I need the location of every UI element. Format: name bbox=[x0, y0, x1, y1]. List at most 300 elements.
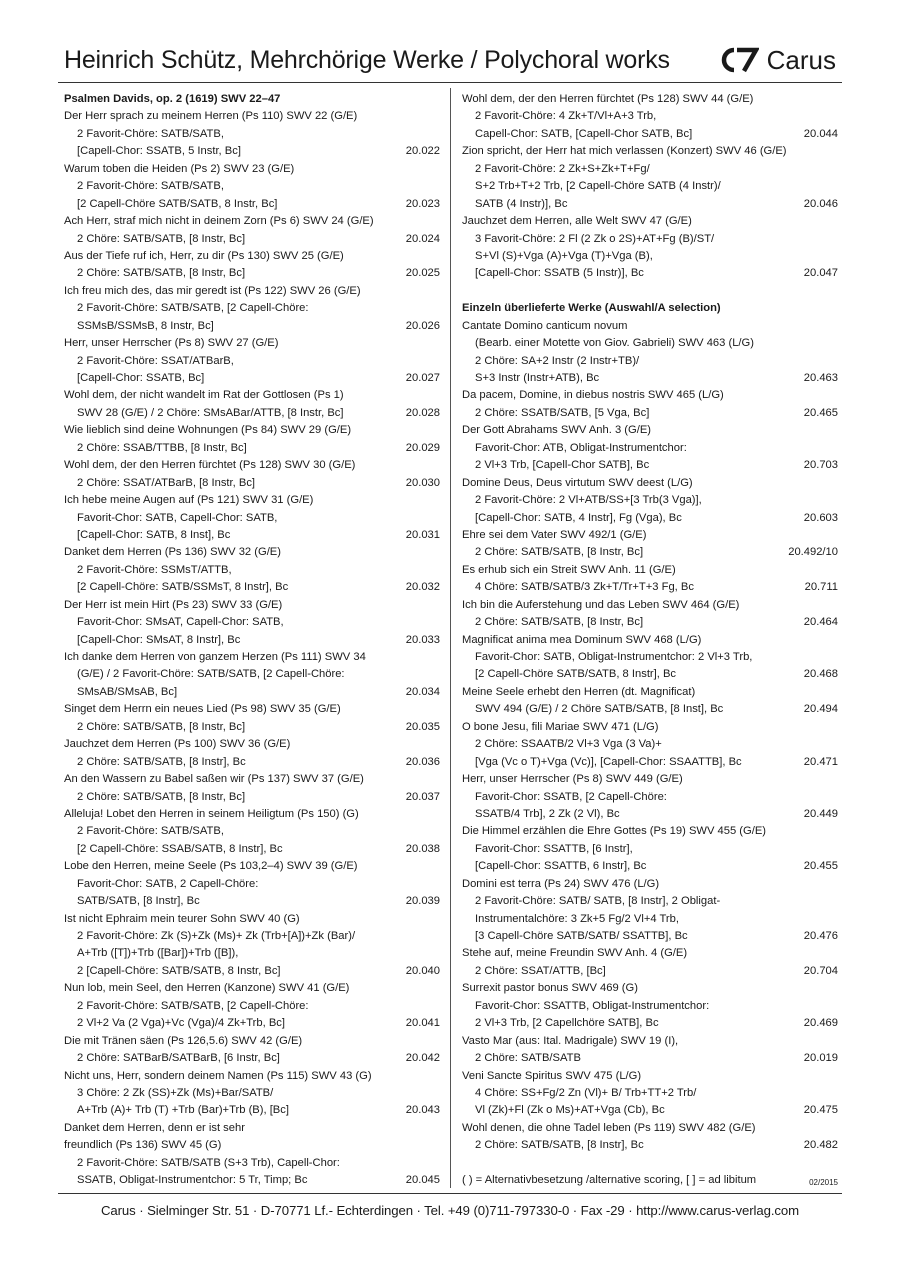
work-scoring bbox=[462, 231, 838, 248]
work-scoring bbox=[462, 736, 838, 753]
carus-logo[interactable] bbox=[713, 44, 836, 76]
entry-text: Herr, unser Herrscher (Ps 8) SWV 27 (G/E) bbox=[64, 337, 279, 350]
entry-text: Herr, unser Herrscher (Ps 8) SWV 449 (G/E) bbox=[462, 773, 683, 786]
work-title bbox=[462, 684, 838, 701]
work-scoring bbox=[64, 632, 440, 649]
entry-text: Wohl dem, der den Herren fürchtet (Ps 128) SWV 44 (G/E) bbox=[462, 93, 754, 105]
catalog-number: 20.494 bbox=[803, 703, 838, 716]
work-scoring bbox=[64, 1085, 440, 1102]
work-title bbox=[64, 161, 440, 178]
work-scoring bbox=[462, 841, 838, 858]
work-scoring bbox=[462, 1137, 838, 1154]
entry-text: A+Trb (A)+ Trb (T) +Trb (Bar)+Trb (B), [Bc] bbox=[77, 1104, 289, 1117]
entry-text: 4 Chöre: SS+Fg/2 Zn (Vl)+ B/ Trb+TT+2 Trb/ bbox=[475, 1086, 697, 1099]
work-scoring bbox=[64, 963, 440, 980]
work-scoring bbox=[462, 178, 838, 195]
entry-text: Favorit-Chor: SATB, Capell-Chor: SATB, bbox=[77, 511, 278, 524]
work-title bbox=[64, 492, 440, 509]
entry-text: Danket dem Herren, denn er ist sehr bbox=[64, 1121, 245, 1134]
work-scoring bbox=[462, 108, 838, 125]
entry-text: Der Gott Abrahams SWV Anh. 3 (G/E) bbox=[462, 424, 652, 437]
catalog-number: 20.031 bbox=[405, 528, 440, 541]
entry-text: Favorit-Chor: SMsAT, Capell-Chor: SATB, bbox=[77, 616, 284, 629]
entry-text: 2 Chöre: SATB/SATB, [8 Instr, Bc] bbox=[77, 232, 246, 245]
work-title bbox=[64, 283, 440, 300]
column-divider bbox=[450, 88, 451, 1188]
entry-text: 2 Chöre: SATB/SATB, [8 Instr], Bc bbox=[475, 1139, 644, 1152]
entry-text: Singet dem Herrn ein neues Lied (Ps 98) SWV 35 (G/E) bbox=[64, 703, 341, 716]
catalog-number: 20.469 bbox=[803, 1017, 838, 1030]
entry-text: Favorit-Chor: SSATB, [2 Capell-Chöre: bbox=[475, 790, 667, 803]
work-title bbox=[64, 649, 440, 666]
entry-text: Alleluja! Lobet den Herren in seinem Heiligtum (Ps 150) (G) bbox=[64, 807, 359, 820]
work-entry bbox=[462, 823, 838, 875]
entry-text: SSATB, Obligat-Instrumentchor: 5 Tr, Timp; Bc bbox=[77, 1174, 308, 1187]
work-entry bbox=[462, 980, 838, 1032]
work-title bbox=[462, 1068, 838, 1085]
entry-text: 2 Vl+2 Va (2 Vga)+Vc (Vga)/4 Zk+Trb, Bc] bbox=[77, 1017, 285, 1030]
entry-text: 2 Chöre: SATB/SATB, [8 Instr, Bc] bbox=[475, 616, 644, 629]
entry-text: 2 Vl+3 Trb, [2 Capellchöre SATB], Bc bbox=[475, 1017, 659, 1030]
entry-text: Favorit-Chor: SSATTB, [6 Instr], bbox=[475, 842, 633, 855]
work-scoring bbox=[64, 300, 440, 317]
catalog-number: 20.704 bbox=[803, 964, 838, 977]
work-entry bbox=[64, 544, 440, 596]
work-entry bbox=[64, 1120, 440, 1190]
work-title bbox=[64, 597, 440, 614]
entry-text: Der Herr ist mein Hirt (Ps 23) SWV 33 (G/E) bbox=[64, 598, 283, 611]
work-entry bbox=[64, 1068, 440, 1120]
work-title bbox=[462, 632, 838, 649]
entry-text: Domine Deus, Deus virtutum SWV deest (L/G) bbox=[462, 476, 693, 489]
catalog-number: 20.464 bbox=[803, 616, 838, 629]
entry-text: Danket dem Herren (Ps 136) SWV 32 (G/E) bbox=[64, 546, 281, 559]
section-spacer bbox=[462, 283, 838, 300]
work-title bbox=[64, 736, 440, 753]
work-entry bbox=[64, 649, 440, 701]
work-scoring bbox=[462, 911, 838, 928]
entry-text: (G/E) / 2 Favorit-Chöre: SATB/SATB, [2 Capell-Chöre: bbox=[77, 668, 345, 681]
work-scoring bbox=[64, 370, 440, 387]
work-scoring bbox=[64, 265, 440, 282]
work-entry bbox=[64, 1033, 440, 1068]
work-entry bbox=[462, 771, 838, 823]
catalog-number: 20.455 bbox=[803, 860, 838, 873]
entry-text: Capell-Chor: SATB, [Capell-Chor SATB, Bc] bbox=[475, 127, 693, 140]
work-title bbox=[462, 1120, 838, 1137]
entry-text: Der Herr sprach zu meinem Herren (Ps 110) SWV 22 (G/E) bbox=[64, 110, 358, 123]
entry-text: 2 Favorit-Chöre: SATB/SATB, bbox=[77, 127, 224, 140]
catalog-number: 20.465 bbox=[803, 406, 838, 419]
catalog-number: 20.476 bbox=[803, 930, 838, 942]
work-title bbox=[64, 248, 440, 265]
work-entry bbox=[462, 387, 838, 422]
entry-text: 2 Favorit-Chöre: SATB/SATB (S+3 Trb), Capell-Chor: bbox=[77, 1156, 340, 1169]
entry-text: SSATB/4 Trb], 2 Zk (2 Vl), Bc bbox=[475, 807, 620, 820]
work-title bbox=[64, 911, 440, 928]
work-scoring bbox=[462, 754, 838, 771]
work-scoring bbox=[462, 492, 838, 509]
work-entry bbox=[64, 911, 440, 981]
work-scoring bbox=[64, 928, 440, 945]
work-entry bbox=[64, 108, 440, 160]
work-scoring bbox=[64, 579, 440, 596]
work-entry bbox=[64, 980, 440, 1032]
work-entry bbox=[64, 335, 440, 387]
entry-text: Ehre sei dem Vater SWV 492/1 (G/E) bbox=[462, 528, 647, 541]
work-title bbox=[462, 823, 838, 840]
entry-text: freundlich (Ps 136) SWV 45 (G) bbox=[64, 1139, 222, 1152]
entry-text: Ich bin die Auferstehung und das Leben SWV 464 (G/E) bbox=[462, 598, 740, 611]
entry-text: [Capell-Chor: SSATB, 5 Instr, Bc] bbox=[77, 145, 241, 158]
work-scoring bbox=[64, 440, 440, 457]
work-scoring bbox=[64, 841, 440, 858]
entry-text: Da pacem, Domine, in diebus nostris SWV 465 (L/G) bbox=[462, 389, 724, 402]
entry-text: 2 Chöre: SATB/SATB, [8 Instr, Bc] bbox=[77, 720, 246, 733]
work-title bbox=[462, 318, 838, 335]
work-scoring bbox=[462, 161, 838, 178]
work-scoring bbox=[64, 893, 440, 910]
entry-text: Favorit-Chor: SATB, Obligat-Instrumentchor: 2 Vl+3 Trb, bbox=[475, 651, 753, 663]
work-scoring bbox=[462, 440, 838, 457]
catalog-number: 20.033 bbox=[405, 633, 440, 646]
catalog-number: 20.039 bbox=[405, 895, 440, 908]
work-title bbox=[64, 422, 440, 439]
entry-text: Favorit-Chor: SSATTB, Obligat-Instrumentchor: bbox=[475, 999, 710, 1012]
work-title bbox=[64, 108, 440, 125]
work-entry bbox=[64, 771, 440, 806]
work-scoring bbox=[462, 1085, 838, 1102]
entry-text: Meine Seele erhebt den Herren (dt. Magnificat) bbox=[462, 685, 696, 698]
entry-text: Die mit Tränen säen (Ps 126,5.6) SWV 42 (G/E) bbox=[64, 1034, 303, 1047]
work-title bbox=[462, 1033, 838, 1050]
work-entry bbox=[64, 858, 440, 910]
work-title bbox=[64, 806, 440, 823]
work-scoring bbox=[64, 1102, 440, 1119]
entry-text: Wohl denen, die ohne Tadel leben (Ps 119) SWV 482 (G/E) bbox=[462, 1121, 756, 1134]
work-entry bbox=[64, 283, 440, 335]
work-title bbox=[64, 213, 440, 230]
work-entry bbox=[64, 701, 440, 736]
entry-text: Wohl dem, der nicht wandelt im Rat der Gottlosen (Ps 1) bbox=[64, 389, 344, 402]
work-entry bbox=[462, 527, 838, 562]
logo-text: Carus bbox=[766, 44, 836, 75]
work-scoring bbox=[64, 998, 440, 1015]
entry-text: 2 Favorit-Chöre: SATB/SATB, [2 Capell-Chöre: bbox=[77, 999, 309, 1012]
work-scoring bbox=[462, 126, 838, 143]
entry-text: Nun lob, mein Seel, den Herren (Kanzone) SWV 41 (G/E) bbox=[64, 982, 350, 995]
entry-text: Stehe auf, meine Freundin SWV Anh. 4 (G/E) bbox=[462, 947, 688, 960]
entry-text: 2 Chöre: SSAT/ATBarB, [8 Instr, Bc] bbox=[77, 476, 256, 489]
entry-text: An den Wassern zu Babel saßen wir (Ps 137) SWV 37 (G/E) bbox=[64, 773, 364, 786]
work-scoring bbox=[64, 353, 440, 370]
work-title bbox=[462, 980, 838, 997]
entry-text: 2 Chöre: SATB/SATB, [8 Instr, Bc] bbox=[77, 267, 246, 280]
entry-text: 2 Favorit-Chöre: Zk (S)+Zk (Ms)+ Zk (Trb+[A])+Zk (Bar)/ bbox=[77, 930, 356, 942]
work-scoring bbox=[64, 562, 440, 579]
entry-text: Es erhub sich ein Streit SWV Anh. 11 (G/E) bbox=[462, 563, 676, 576]
page-title: Heinrich Schütz, Mehrchörige Werke / Polychoral works bbox=[64, 46, 670, 74]
work-entry bbox=[462, 719, 838, 771]
work-title bbox=[64, 1120, 440, 1137]
catalog-number: 20.475 bbox=[803, 1104, 838, 1117]
entry-text: S+Vl (S)+Vga (A)+Vga (T)+Vga (B), bbox=[475, 249, 653, 262]
entry-text: [2 Capell-Chöre: SSAB/SATB, 8 Instr], Bc bbox=[77, 842, 283, 855]
entry-text: Lobe den Herren, meine Seele (Ps 103,2–4) SWV 39 (G/E) bbox=[64, 860, 358, 873]
work-title bbox=[64, 771, 440, 788]
work-title bbox=[462, 422, 838, 439]
work-scoring bbox=[462, 510, 838, 527]
work-scoring bbox=[64, 666, 440, 683]
catalog-number: 20.042 bbox=[405, 1052, 440, 1065]
work-scoring bbox=[462, 893, 838, 910]
entry-text: SSMsB/SSMsB, 8 Instr, Bc] bbox=[77, 319, 214, 332]
entry-text: [Capell-Chor: SMsAT, 8 Instr], Bc bbox=[77, 633, 241, 646]
work-entry bbox=[462, 945, 838, 980]
work-scoring bbox=[64, 1172, 440, 1189]
work-title bbox=[64, 1033, 440, 1050]
work-entry bbox=[64, 161, 440, 213]
work-title bbox=[462, 387, 838, 404]
catalog-number: 20.029 bbox=[405, 441, 440, 454]
catalog-number: 20.030 bbox=[405, 476, 440, 489]
catalog-number: 20.046 bbox=[803, 197, 838, 210]
work-entry bbox=[462, 91, 838, 143]
entry-text: Domini est terra (Ps 24) SWV 476 (L/G) bbox=[462, 877, 660, 890]
catalog-number: 20.468 bbox=[803, 668, 838, 681]
work-scoring bbox=[462, 649, 838, 666]
catalog-number: 20.040 bbox=[405, 964, 440, 977]
work-entry bbox=[64, 597, 440, 649]
work-scoring bbox=[64, 789, 440, 806]
work-scoring bbox=[462, 666, 838, 683]
work-entry bbox=[64, 457, 440, 492]
work-scoring bbox=[64, 1155, 440, 1172]
work-entry bbox=[462, 318, 838, 388]
entry-text: [Capell-Chor: SSATTB, 6 Instr], Bc bbox=[475, 860, 647, 873]
entry-text: Die Himmel erzählen die Ehre Gottes (Ps 19) SWV 455 (G/E) bbox=[462, 825, 767, 838]
work-entry bbox=[462, 1068, 838, 1120]
catalog-number: 20.035 bbox=[405, 720, 440, 733]
work-scoring bbox=[64, 945, 440, 962]
work-entry bbox=[64, 422, 440, 457]
entry-text: 2 Chöre: SSATB/SATB, [5 Vga, Bc] bbox=[475, 406, 650, 419]
work-scoring bbox=[64, 405, 440, 422]
catalog-number: 20.044 bbox=[803, 127, 838, 140]
work-scoring bbox=[64, 178, 440, 195]
entry-text: 2 Chöre: SSAT/ATTB, [Bc] bbox=[475, 964, 606, 977]
work-scoring bbox=[462, 370, 838, 387]
catalog-number: 20.492/10 bbox=[788, 546, 838, 559]
work-entry bbox=[64, 248, 440, 283]
entry-text: [Capell-Chor: SSATB, Bc] bbox=[77, 372, 205, 384]
work-title bbox=[64, 701, 440, 718]
entry-text: Ich danke dem Herren von ganzem Herzen (Ps 111) SWV 34 bbox=[64, 651, 366, 663]
entry-text: 2 Favorit-Chöre: SATB/SATB, [2 Capell-Chöre: bbox=[77, 302, 309, 315]
work-scoring bbox=[462, 806, 838, 823]
legend-note: ( ) = Alternativbesetzung /alternative scoring, [ ] = ad libitum bbox=[462, 1174, 757, 1187]
catalog-number: 20.038 bbox=[405, 842, 440, 855]
entry-text: SWV 28 (G/E) / 2 Chöre: SMsABar/ATTB, [8 Instr, Bc] bbox=[77, 406, 344, 419]
entry-text: [2 Capell-Chöre SATB/SATB, 8 Instr], Bc bbox=[475, 668, 677, 681]
catalog-number: 20.471 bbox=[803, 755, 838, 768]
catalog-number: 20.026 bbox=[405, 319, 440, 332]
entry-text: (Bearb. einer Motette von Giov. Gabrieli) SWV 463 (L/G) bbox=[475, 337, 754, 350]
entry-text: 2 Chöre: SATB/SATB, [8 Instr], Bc bbox=[77, 755, 246, 768]
section-heading: Psalmen Davids, op. 2 (1619) SWV 22–47 bbox=[64, 93, 281, 105]
catalog-number: 20.047 bbox=[803, 267, 838, 280]
work-scoring bbox=[64, 719, 440, 736]
entry-text: Surrexit pastor bonus SWV 469 (G) bbox=[462, 982, 638, 995]
entry-text: [Capell-Chor: SATB, 8 Inst], Bc bbox=[77, 528, 231, 541]
catalog-number: 20.032 bbox=[405, 581, 440, 594]
entry-text: [2 Capell-Chöre SATB/SATB, 8 Instr, Bc] bbox=[77, 197, 278, 210]
work-scoring bbox=[462, 1015, 838, 1032]
work-entry bbox=[462, 876, 838, 946]
work-entry bbox=[462, 597, 838, 632]
work-scoring bbox=[462, 335, 838, 352]
footer-rule bbox=[58, 1193, 842, 1194]
entry-text: Ist nicht Ephraim mein teurer Sohn SWV 40 (G) bbox=[64, 912, 300, 925]
entry-text: 2 Favorit-Chöre: SSMsT/ATTB, bbox=[77, 563, 232, 576]
entry-text: SATB (4 Instr)], Bc bbox=[475, 197, 568, 210]
entry-text: [Vga (Vc o T)+Vga (Vc)], [Capell-Chor: SSAATTB], Bc bbox=[475, 755, 742, 768]
work-scoring bbox=[462, 701, 838, 718]
entry-text: 2 Favorit-Chöre: SATB/SATB, bbox=[77, 825, 224, 838]
work-title bbox=[64, 387, 440, 404]
work-scoring bbox=[462, 353, 838, 370]
catalog-number: 20.463 bbox=[803, 372, 838, 384]
left-column bbox=[64, 91, 440, 1190]
entry-text: S+3 Instr (Instr+ATB), Bc bbox=[475, 372, 600, 384]
work-scoring bbox=[462, 928, 838, 945]
entry-text: 3 Favorit-Chöre: 2 Fl (2 Zk o 2S)+AT+Fg (B)/ST/ bbox=[475, 232, 715, 245]
work-scoring bbox=[64, 876, 440, 893]
work-title bbox=[462, 597, 838, 614]
catalog-number: 20.703 bbox=[803, 459, 838, 472]
catalog-number: 20.027 bbox=[405, 372, 440, 384]
entry-text: [2 Capell-Chöre: SATB/SSMsT, 8 Instr], Bc bbox=[77, 581, 289, 594]
work-scoring bbox=[64, 527, 440, 544]
work-scoring bbox=[64, 196, 440, 213]
work-scoring bbox=[462, 1050, 838, 1067]
work-entry bbox=[462, 562, 838, 597]
entry-text: Zion spricht, der Herr hat mich verlassen (Konzert) SWV 46 (G/E) bbox=[462, 145, 787, 158]
work-title bbox=[64, 980, 440, 997]
work-entry bbox=[462, 143, 838, 213]
entry-text: 2 Favorit-Chöre: SATB/ SATB, [8 Instr], 2 Obligat- bbox=[475, 895, 721, 908]
entry-text: O bone Jesu, fili Mariae SWV 471 (L/G) bbox=[462, 720, 659, 733]
work-entry bbox=[462, 1120, 838, 1155]
entry-text: 2 Chöre: SATB/SATB, [8 Instr, Bc] bbox=[77, 790, 246, 803]
legend-note-row bbox=[462, 1172, 838, 1189]
catalog-number: 20.028 bbox=[405, 406, 440, 419]
work-scoring bbox=[462, 789, 838, 806]
right-column bbox=[462, 91, 838, 1190]
entry-text: 2 Chöre: SA+2 Instr (2 Instr+TB)/ bbox=[475, 354, 640, 367]
work-title bbox=[462, 945, 838, 962]
entry-text: Ach Herr, straf mich nicht in deinem Zorn (Ps 6) SWV 24 (G/E) bbox=[64, 215, 374, 228]
work-scoring bbox=[64, 1050, 440, 1067]
catalog-number: 20.036 bbox=[405, 755, 440, 768]
entry-text: Vl (Zk)+Fl (Zk o Ms)+AT+Vga (Cb), Bc bbox=[475, 1104, 665, 1117]
entry-text: 2 Chöre: SSAB/TTBB, [8 Instr, Bc] bbox=[77, 441, 247, 454]
section-heading: Einzeln überlieferte Werke (Auswahl/A selection) bbox=[462, 302, 721, 315]
entry-text: Veni Sancte Spiritus SWV 475 (L/G) bbox=[462, 1069, 642, 1082]
catalog-number: 20.025 bbox=[405, 267, 440, 280]
entry-text: 2 Favorit-Chöre: 4 Zk+T/Vl+A+3 Trb, bbox=[475, 110, 657, 123]
entry-text: SATB/SATB, [8 Instr], Bc bbox=[77, 895, 200, 908]
work-scoring bbox=[462, 1102, 838, 1119]
catalog-number: 20.449 bbox=[803, 807, 838, 820]
entry-text: 4 Chöre: SATB/SATB/3 Zk+T/Tr+T+3 Fg, Bc bbox=[475, 581, 694, 594]
work-title bbox=[462, 143, 838, 160]
work-entry bbox=[64, 492, 440, 544]
entry-text: [Capell-Chor: SSATB (5 Instr)], Bc bbox=[475, 267, 644, 280]
work-title bbox=[64, 858, 440, 875]
entry-text: SWV 494 (G/E) / 2 Chöre SATB/SATB, [8 Inst], Bc bbox=[475, 703, 724, 716]
note-spacer bbox=[462, 1155, 838, 1172]
work-scoring bbox=[462, 998, 838, 1015]
work-scoring bbox=[462, 265, 838, 282]
work-scoring bbox=[462, 544, 838, 561]
work-title bbox=[462, 475, 838, 492]
entry-text: 2 Favorit-Chöre: SSAT/ATBarB, bbox=[77, 354, 234, 367]
footer-address: Carus · Sielminger Str. 51 · D-70771 Lf.- Echterdingen · Tel. +49 (0)711-797330-0 · Fax -29 · http://www.carus-verlag.com bbox=[100, 1203, 800, 1218]
work-scoring bbox=[64, 823, 440, 840]
catalog-number: 20.019 bbox=[803, 1052, 838, 1065]
catalog-number: 20.037 bbox=[405, 790, 440, 803]
entry-text: Warum toben die Heiden (Ps 2) SWV 23 (G/E) bbox=[64, 162, 295, 175]
work-title bbox=[64, 1068, 440, 1085]
work-scoring bbox=[462, 457, 838, 474]
work-scoring bbox=[64, 1137, 440, 1154]
work-entry bbox=[64, 736, 440, 771]
work-scoring bbox=[462, 248, 838, 265]
work-scoring bbox=[64, 126, 440, 143]
entry-text: [3 Capell-Chöre SATB/SATB/ SSATTB], Bc bbox=[475, 930, 688, 942]
work-entry bbox=[462, 475, 838, 527]
edition-date: 02/2015 bbox=[809, 1178, 838, 1188]
entry-text: 2 Chöre: SATB/SATB, [8 Instr, Bc] bbox=[475, 546, 644, 559]
catalog-number: 20.603 bbox=[803, 511, 838, 524]
entry-text: 2 [Capell-Chöre: SATB/SATB, 8 Instr, Bc] bbox=[77, 964, 281, 977]
work-entry bbox=[462, 422, 838, 474]
entry-text: Jauchzet dem Herren, alle Welt SWV 47 (G/E) bbox=[462, 215, 692, 228]
work-scoring bbox=[462, 196, 838, 213]
catalog-number: 20.041 bbox=[405, 1017, 440, 1030]
work-scoring bbox=[64, 754, 440, 771]
entry-text: Nicht uns, Herr, sondern deinem Namen (Ps 115) SWV 43 (G) bbox=[64, 1069, 372, 1082]
entry-text: 2 Favorit-Chöre: SATB/SATB, bbox=[77, 180, 224, 193]
catalog-number: 20.482 bbox=[803, 1139, 838, 1152]
work-scoring bbox=[64, 475, 440, 492]
entry-text: 2 Chöre: SSAATB/2 Vl+3 Vga (3 Va)+ bbox=[475, 738, 662, 751]
catalog-number: 20.024 bbox=[405, 232, 440, 245]
entry-text: 2 Favorit-Chöre: 2 Zk+S+Zk+T+Fg/ bbox=[475, 162, 650, 175]
entry-text: Aus der Tiefe ruf ich, Herr, zu dir (Ps 130) SWV 25 (G/E) bbox=[64, 249, 344, 262]
entry-text: [Capell-Chor: SATB, 4 Instr], Fg (Vga), Bc bbox=[475, 511, 682, 524]
entry-text: Vasto Mar (aus: Ital. Madrigale) SWV 19 (I), bbox=[462, 1034, 679, 1047]
catalog-number: 20.045 bbox=[405, 1174, 440, 1187]
entry-text: 2 Vl+3 Trb, [Capell-Chor SATB], Bc bbox=[475, 459, 650, 472]
entry-text: Magnificat anima mea Dominum SWV 468 (L/G) bbox=[462, 633, 702, 646]
catalog-number: 20.034 bbox=[405, 685, 440, 698]
work-title bbox=[462, 91, 838, 108]
entry-text: Ich hebe meine Augen auf (Ps 121) SWV 31 (G/E) bbox=[64, 494, 314, 507]
entry-text: Favorit-Chor: SATB, 2 Capell-Chöre: bbox=[77, 877, 259, 890]
catalog-number: 20.022 bbox=[405, 145, 440, 158]
